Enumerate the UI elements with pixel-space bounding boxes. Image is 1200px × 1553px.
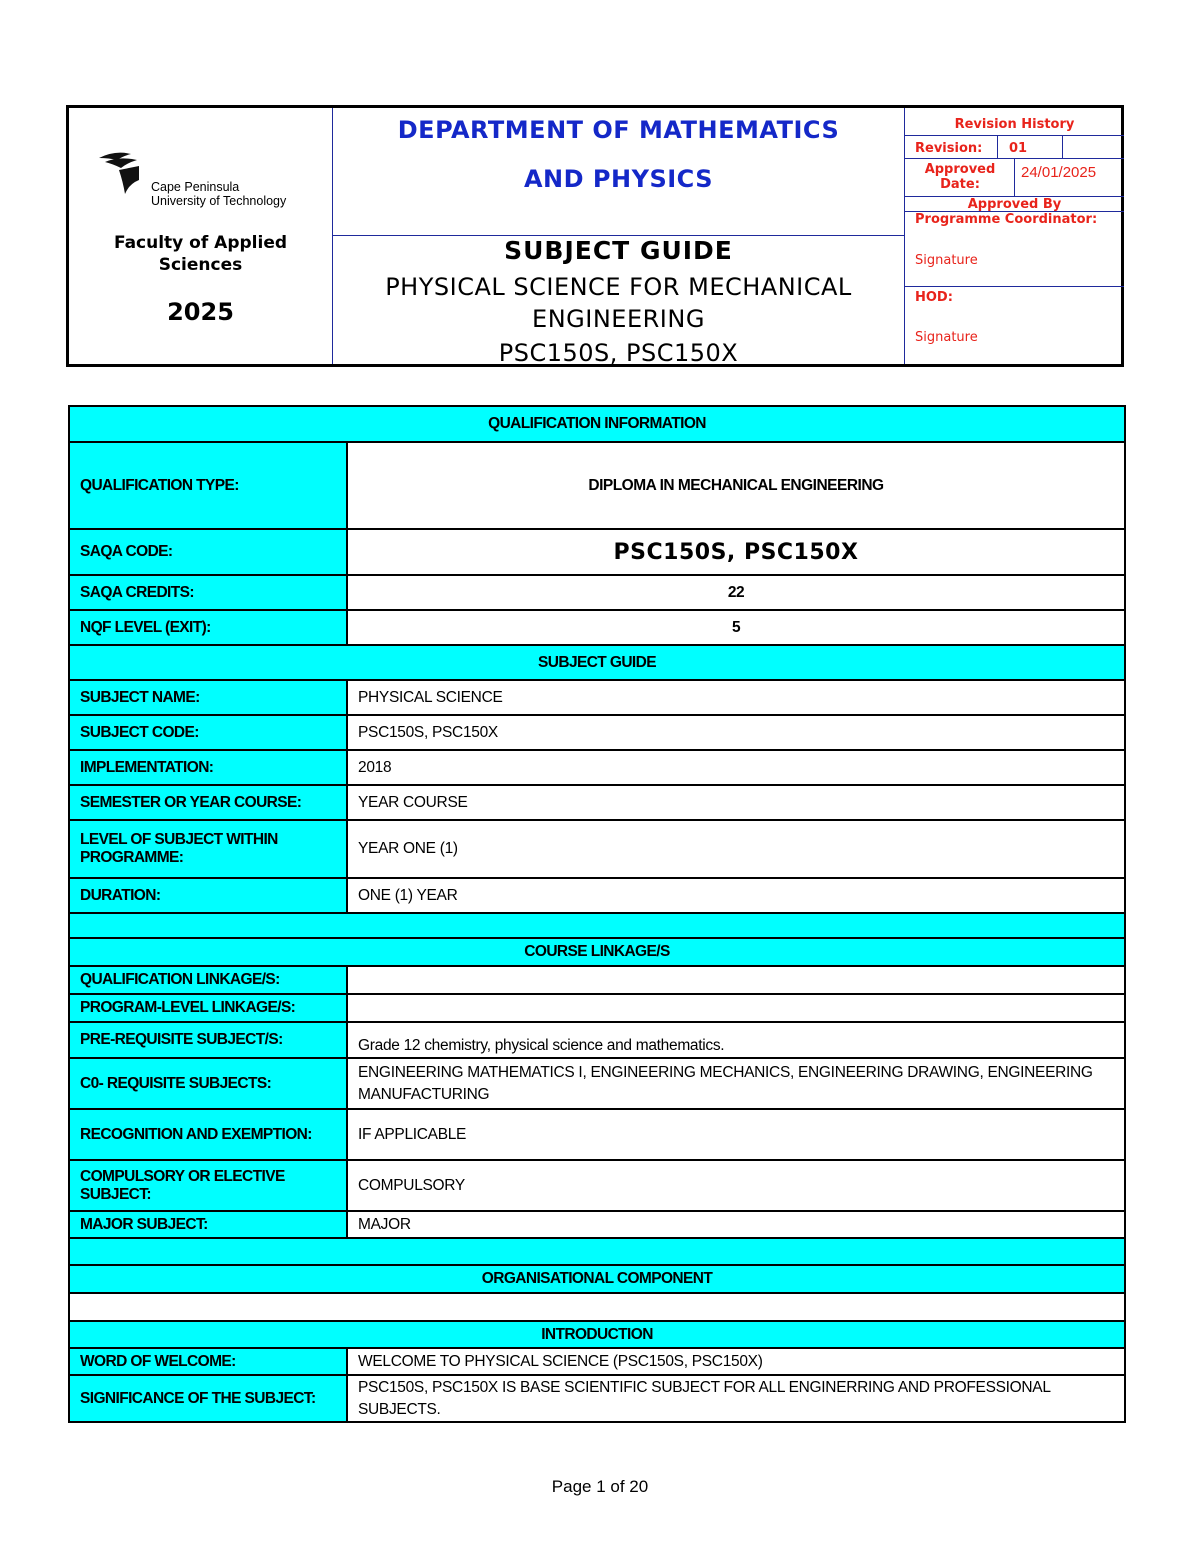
blank-row-3: [69, 1293, 1125, 1321]
approved-label-line1: Approved: [924, 162, 996, 177]
department-line2: AND PHYSICS: [523, 165, 714, 193]
implementation-label: IMPLEMENTATION:: [69, 750, 347, 785]
logo-text-line2: University of Technology: [151, 194, 287, 208]
rev-line-1: [905, 135, 1124, 136]
subject-codes: PSC150S, PSC150X: [498, 339, 739, 367]
level-value: YEAR ONE (1): [347, 820, 1125, 878]
saqa-credits-label: SAQA CREDITS:: [69, 575, 347, 610]
header-block: [66, 105, 1124, 367]
qualification-type-value: DIPLOMA IN MECHANICAL ENGINEERING: [347, 442, 1125, 529]
subject-code-value: PSC150S, PSC150X: [347, 715, 1125, 750]
cput-logo-icon: [97, 150, 157, 198]
revision-value: 01: [1009, 141, 1028, 156]
section-subject-guide: SUBJECT GUIDE: [69, 645, 1125, 680]
prerequisite-label: PRE-REQUISITE SUBJECT/S:: [69, 1022, 347, 1058]
approved-date-label: [905, 162, 1015, 192]
section-introduction: INTRODUCTION: [69, 1321, 1125, 1348]
recognition-value: IF APPLICABLE: [347, 1109, 1125, 1160]
welcome-label: WORD OF WELCOME:: [69, 1348, 347, 1375]
qualification-linkages-label: QUALIFICATION LINKAGE/S:: [69, 966, 347, 994]
faculty-name: [69, 232, 332, 276]
qualification-linkages-value: [347, 966, 1125, 994]
section-qualification-information: QUALIFICATION INFORMATION: [69, 406, 1125, 442]
faculty-line1: Faculty of Applied: [113, 233, 288, 253]
revision-history-label: Revision History: [954, 117, 1075, 132]
compulsory-label: COMPULSORY OR ELECTIVE SUBJECT:: [69, 1160, 347, 1211]
section-course-linkages: COURSE LINKAGE/S: [69, 938, 1125, 966]
approved-by-label: Approved By: [967, 197, 1062, 212]
saqa-code-label: SAQA CODE:: [69, 529, 347, 575]
implementation-value: 2018: [347, 750, 1125, 785]
welcome-value: WELCOME TO PHYSICAL SCIENCE (PSC150S, PSC150X): [347, 1348, 1125, 1375]
approved-label-line2: Date:: [940, 177, 980, 192]
blank-row-2: [69, 1238, 1125, 1265]
program-linkages-value: [347, 994, 1125, 1022]
signature-1: Signature: [915, 253, 978, 268]
qualification-table: [68, 405, 1126, 1423]
duration-value: ONE (1) YEAR: [347, 878, 1125, 913]
subject-code-label: SUBJECT CODE:: [69, 715, 347, 750]
duration-label: DURATION:: [69, 878, 347, 913]
page-number: Page 1 of 20: [551, 1477, 649, 1496]
header-divider-right: [904, 108, 905, 364]
major-value: MAJOR: [347, 1211, 1125, 1238]
rev-line-5: [905, 286, 1124, 287]
program-linkages-label: PROGRAM-LEVEL LINKAGE/S:: [69, 994, 347, 1022]
subject-guide-title: SUBJECT GUIDE: [504, 236, 733, 265]
nqf-level-label: NQF LEVEL (EXIT):: [69, 610, 347, 645]
rev-vline-1: [997, 136, 998, 158]
saqa-code-value: PSC150S, PSC150X: [347, 529, 1125, 575]
rev-vline-2: [1062, 136, 1063, 158]
significance-value: PSC150S, PSC150X IS BASE SCIENTIFIC SUBJECT FOR ALL ENGINERRING AND PROFESSIONAL SUBJECTS.: [347, 1375, 1125, 1422]
semester-value: YEAR COURSE: [347, 785, 1125, 820]
recognition-label: RECOGNITION AND EXEMPTION:: [69, 1109, 347, 1160]
approved-date-value: 24/01/2025: [1021, 164, 1097, 181]
cput-logo: [97, 150, 157, 203]
signature-2: Signature: [915, 330, 978, 345]
department-line1: DEPARTMENT OF MATHEMATICS: [397, 116, 840, 144]
major-label: MAJOR SUBJECT:: [69, 1211, 347, 1238]
blank-row-1: [69, 913, 1125, 938]
saqa-credits-value: 22: [347, 575, 1125, 610]
subject-name-value: PHYSICAL SCIENCE: [347, 680, 1125, 715]
hod-label: HOD:: [915, 290, 953, 305]
corequisite-label: C0- REQUISITE SUBJECTS:: [69, 1058, 347, 1109]
compulsory-value: COMPULSORY: [347, 1160, 1125, 1211]
subject-title-line1: PHYSICAL SCIENCE FOR MECHANICAL: [385, 273, 852, 301]
qualification-type-label: QUALIFICATION TYPE:: [69, 442, 347, 529]
nqf-level-value: 5: [347, 610, 1125, 645]
prerequisite-value: Grade 12 chemistry, physical science and mathematics.: [347, 1022, 1125, 1058]
semester-label: SEMESTER OR YEAR COURSE:: [69, 785, 347, 820]
corequisite-value: ENGINEERING MATHEMATICS I, ENGINEERING MECHANICS, ENGINEERING DRAWING, ENGINEERING MANUFACTURING: [347, 1058, 1125, 1109]
revision-label: Revision:: [915, 141, 983, 156]
logo-text: [151, 180, 286, 208]
header-year: 2025: [167, 298, 234, 326]
subject-title-line2: ENGINEERING: [532, 305, 705, 333]
significance-label: SIGNIFICANCE OF THE SUBJECT:: [69, 1375, 347, 1422]
subject-name-label: SUBJECT NAME:: [69, 680, 347, 715]
programme-coordinator-label: Programme Coordinator:: [915, 212, 1098, 227]
level-label: LEVEL OF SUBJECT WITHIN PROGRAMME:: [69, 820, 347, 878]
faculty-line2: Sciences: [158, 255, 243, 275]
logo-text-line1: Cape Peninsula: [151, 180, 240, 194]
section-organisational-component: ORGANISATIONAL COMPONENT: [69, 1265, 1125, 1293]
